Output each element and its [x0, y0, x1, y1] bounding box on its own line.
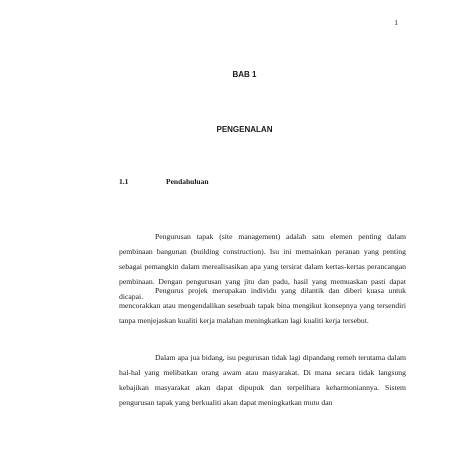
section-heading: [119, 177, 209, 186]
paragraph-text: Dalam apa jua bidang, isu pegurusan tidak lagi dipandang remeh terutama dalam hal-hal yang melibatkan orang awam atau masyarakat. Di mana secara tidak langsung kebajikan masyarakat akan dapat dipupuk dan terpelihara keharmoniannya. Sistem pengurusan tapak yang berkualiti akan dapat meningkatkan mutu dan: [119, 353, 406, 407]
chapter-label: BAB 1: [232, 70, 257, 79]
section-title: Pendahuluan: [166, 177, 209, 186]
section-number: 1.1: [119, 177, 129, 186]
page-number: 1: [394, 18, 398, 27]
chapter-title: PENGENALAN: [216, 125, 273, 134]
paragraph-text: Pengurus projek merupakan individu yang dilantik dan diberi kuasa untuk mencorakkan atau mengendalikan sesebuah tapak bina mengikut konsepnya yang tersendiri tanpa menjejaskan kualiti kerja malahan meningkatkan lagi kualiti kerja tersebut.: [119, 286, 406, 325]
paragraph: [119, 283, 406, 328]
paragraph-text: Pengurusan tapak (site management) adalah satu elemen penting dalam pembinaan bangunan (building construction). Isu ini memainkan peranan yang penting sebagai pemangkin dalam merealisasikan apa yang tersirat dalam kertas-kertas perancangan pembinaan. Dengan pengurusan yang jitu dan padu, hasil yang memuaskan pasti dapat dicapai.: [119, 232, 406, 301]
paragraph: [119, 350, 406, 410]
